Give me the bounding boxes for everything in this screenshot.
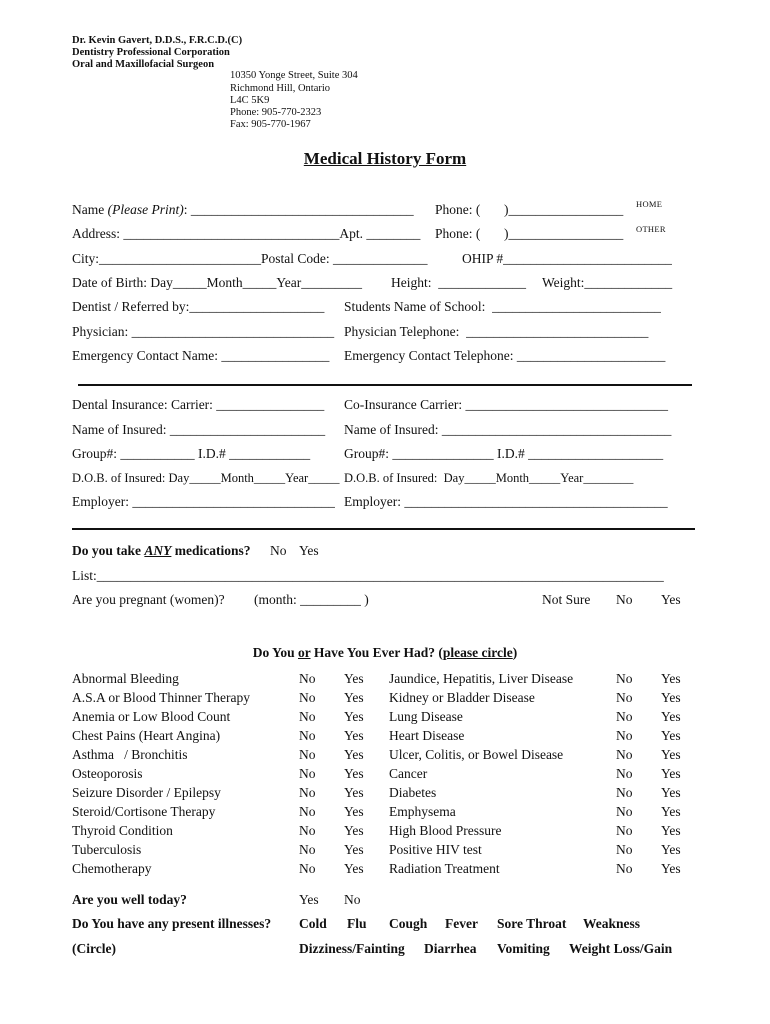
dentist-field[interactable]: Dentist / Referred by:____________________ <box>72 299 325 314</box>
address-postal: L4C 5K9 <box>230 95 270 106</box>
condition-label: Radiation Treatment <box>389 861 500 876</box>
address-fax: Fax: 905-770-1967 <box>230 119 311 130</box>
well-today-question: Are you well today? <box>72 892 187 907</box>
emergency-tel-field[interactable]: Emergency Contact Telephone: ______________________ <box>344 348 666 363</box>
emergency-contact-field[interactable]: Emergency Contact Name: ________________ <box>72 348 330 363</box>
condition-no-option[interactable]: No <box>616 671 633 686</box>
conditions-left-no-column <box>299 669 316 878</box>
condition-yes-option[interactable]: Yes <box>344 785 364 800</box>
condition-no-option[interactable]: No <box>616 728 633 743</box>
condition-no-option[interactable]: No <box>616 709 633 724</box>
condition-yes-option[interactable]: Yes <box>344 690 364 705</box>
condition-label: Ulcer, Colitis, or Bowel Disease <box>389 747 564 762</box>
condition-yes-option[interactable]: Yes <box>344 766 364 781</box>
illness-option-flu[interactable]: Flu <box>347 916 367 931</box>
insured-name-field[interactable]: Name of Insured: _______________________ <box>72 422 326 437</box>
condition-label: Diabetes <box>389 785 437 800</box>
condition-label: Asthma / Bronchitis <box>72 747 188 762</box>
co-employer-field[interactable]: Employer: _______________________________________ <box>344 494 668 509</box>
condition-yes-option[interactable]: Yes <box>661 842 681 857</box>
condition-yes-option[interactable]: Yes <box>661 728 681 743</box>
ohip-field[interactable]: OHIP #_________________________ <box>462 251 672 266</box>
condition-no-option[interactable]: No <box>299 709 316 724</box>
condition-no-option[interactable]: No <box>616 804 633 819</box>
conditions-left-list <box>72 669 250 878</box>
form-title: Medical History Form <box>303 149 467 168</box>
conditions-right-list <box>389 669 573 878</box>
illness-option-cough[interactable]: Cough <box>389 916 428 931</box>
divider <box>78 384 692 386</box>
condition-no-option[interactable]: No <box>616 842 633 857</box>
physician-field[interactable]: Physician: ______________________________ <box>72 324 335 339</box>
condition-no-option[interactable]: No <box>616 785 633 800</box>
co-group-id-field[interactable]: Group#: _______________ I.D.# ____________________ <box>344 446 664 461</box>
condition-yes-option[interactable]: Yes <box>661 766 681 781</box>
condition-label: Emphysema <box>389 804 456 819</box>
illness-option-vomiting[interactable]: Vomiting <box>497 941 550 956</box>
condition-label: Thyroid Condition <box>72 823 173 838</box>
condition-label: Anemia or Low Blood Count <box>72 709 231 724</box>
condition-yes-option[interactable]: Yes <box>344 747 364 762</box>
name-field[interactable] <box>72 202 414 218</box>
condition-no-option[interactable]: No <box>299 861 316 876</box>
condition-label: Tuberculosis <box>72 842 142 857</box>
name-hint: (Please Print) <box>107 202 184 217</box>
employer-field[interactable]: Employer: ______________________________ <box>72 494 335 509</box>
condition-yes-option[interactable]: Yes <box>344 823 364 838</box>
divider <box>72 528 695 530</box>
condition-no-option[interactable]: No <box>299 671 316 686</box>
condition-no-option[interactable]: No <box>299 842 316 857</box>
condition-yes-option[interactable]: Yes <box>344 728 364 743</box>
pregnant-question: Are you pregnant (women)? <box>72 592 225 607</box>
condition-label: Osteoporosis <box>72 766 143 781</box>
well-no-option[interactable]: No <box>344 892 361 907</box>
condition-label: Chest Pains (Heart Angina) <box>72 728 221 743</box>
illness-option-fever[interactable]: Fever <box>445 916 478 931</box>
illness-option-dizziness[interactable]: Dizziness/Fainting <box>299 941 405 956</box>
dob-field[interactable]: Date of Birth: Day_____Month_____Year_________ <box>72 275 362 290</box>
co-insured-name-field[interactable]: Name of Insured: __________________________________ <box>344 422 672 437</box>
condition-no-option[interactable]: No <box>299 747 316 762</box>
address-phone: Phone: 905-770-2323 <box>230 107 322 118</box>
condition-yes-option[interactable]: Yes <box>344 861 364 876</box>
conditions-right-no-column <box>616 669 633 878</box>
illness-option-weight-loss-gain[interactable]: Weight Loss/Gain <box>569 941 673 956</box>
other-label: OTHER <box>636 224 666 234</box>
condition-yes-option[interactable]: Yes <box>661 804 681 819</box>
condition-no-option[interactable]: No <box>616 690 633 705</box>
medications-yes-option[interactable]: Yes <box>299 543 319 558</box>
pregnant-not-sure-option[interactable]: Not Sure <box>542 592 591 607</box>
medications-no-option[interactable]: No <box>270 543 287 558</box>
weight-field[interactable]: Weight:_____________ <box>542 275 673 290</box>
illness-option-weakness[interactable]: Weakness <box>583 916 641 931</box>
condition-label: Jaundice, Hepatitis, Liver Disease <box>389 671 574 686</box>
condition-label: Cancer <box>389 766 428 781</box>
height-field[interactable]: Height: _____________ <box>391 275 526 290</box>
illness-option-cold[interactable]: Cold <box>299 916 327 931</box>
condition-yes-option[interactable]: Yes <box>661 671 681 686</box>
condition-label: A.S.A or Blood Thinner Therapy <box>72 690 250 705</box>
condition-no-option[interactable]: No <box>299 804 316 819</box>
condition-yes-option[interactable]: Yes <box>661 785 681 800</box>
condition-label: Lung Disease <box>389 709 463 724</box>
physician-tel-field[interactable]: Physician Telephone: ___________________________ <box>344 324 649 339</box>
address-field[interactable]: Address: ________________________________Apt. ________ <box>72 226 421 241</box>
condition-no-option[interactable]: No <box>299 823 316 838</box>
pregnant-month-field[interactable]: (month: _________ ) <box>254 592 369 607</box>
condition-yes-option[interactable]: Yes <box>661 747 681 762</box>
illness-option-sore-throat[interactable]: Sore Throat <box>497 916 567 931</box>
pregnant-no-option[interactable]: No <box>616 592 633 607</box>
phone-home-field[interactable]: Phone: ( )_________________ <box>435 202 624 217</box>
doctor-name: Dr. Kevin Gavert, D.D.S., F.R.C.D.(C) <box>72 35 243 46</box>
name-label: Name <box>72 202 105 217</box>
group-id-field[interactable]: Group#: ___________ I.D.# ____________ <box>72 446 311 461</box>
circle-instruction: (Circle) <box>72 941 116 956</box>
insured-dob-field[interactable]: D.O.B. of Insured: Day_____Month_____Year_____ <box>72 471 340 485</box>
condition-yes-option[interactable]: Yes <box>661 823 681 838</box>
condition-no-option[interactable]: No <box>616 861 633 876</box>
specialty: Oral and Maxillofacial Surgeon <box>72 59 215 70</box>
illness-option-diarrhea[interactable]: Diarrhea <box>424 941 477 956</box>
history-heading: Do You or Have You Ever Had? (please circle) <box>252 645 518 660</box>
condition-label: Abnormal Bleeding <box>72 671 179 686</box>
condition-label: Positive HIV test <box>389 842 482 857</box>
condition-yes-option[interactable]: Yes <box>661 709 681 724</box>
co-insured-dob-field[interactable]: D.O.B. of Insured: Day_____Month_____Year________ <box>344 471 634 485</box>
condition-label: Kidney or Bladder Disease <box>389 690 535 705</box>
co-carrier-field[interactable]: Co-Insurance Carrier: ______________________________ <box>344 397 668 412</box>
condition-no-option[interactable]: No <box>616 823 633 838</box>
pregnant-yes-option[interactable]: Yes <box>661 592 681 607</box>
condition-label: Seizure Disorder / Epilepsy <box>72 785 221 800</box>
condition-no-option[interactable]: No <box>299 766 316 781</box>
condition-label: Chemotherapy <box>72 861 152 876</box>
condition-label: Heart Disease <box>389 728 465 743</box>
condition-yes-option[interactable]: Yes <box>344 671 364 686</box>
corporation-name: Dentistry Professional Corporation <box>72 47 230 58</box>
condition-yes-option[interactable]: Yes <box>661 690 681 705</box>
condition-label: Steroid/Cortisone Therapy <box>72 804 216 819</box>
address-city: Richmond Hill, Ontario <box>230 83 331 94</box>
condition-no-option[interactable]: No <box>299 690 316 705</box>
name-blank: : _________________________________ <box>183 202 414 217</box>
condition-no-option[interactable]: No <box>616 747 633 762</box>
condition-no-option[interactable]: No <box>616 766 633 781</box>
school-field[interactable]: Students Name of School: _________________________ <box>344 299 661 314</box>
condition-yes-option[interactable]: Yes <box>344 804 364 819</box>
condition-yes-option[interactable]: Yes <box>661 861 681 876</box>
medications-list-field[interactable]: List:____________________________________________________________________________________ <box>72 568 664 583</box>
illnesses-question: Do You have any present illnesses? <box>72 916 272 931</box>
condition-yes-option[interactable]: Yes <box>344 709 364 724</box>
home-label: HOME <box>636 199 663 209</box>
well-yes-option[interactable]: Yes <box>299 892 319 907</box>
address-street: 10350 Yonge Street, Suite 304 <box>230 70 358 81</box>
condition-no-option[interactable]: No <box>299 728 316 743</box>
medications-question: Do you take ANY medications? <box>72 543 251 558</box>
condition-yes-option[interactable]: Yes <box>344 842 364 857</box>
carrier-field[interactable]: Dental Insurance: Carrier: ________________ <box>72 397 325 412</box>
city-postal-field[interactable]: City:________________________Postal Code: ______________ <box>72 251 428 266</box>
phone-other-field[interactable]: Phone: ( )_________________ <box>435 226 624 241</box>
condition-label: High Blood Pressure <box>389 823 502 838</box>
condition-no-option[interactable]: No <box>299 785 316 800</box>
conditions-right-yes-column <box>661 669 681 878</box>
conditions-left-yes-column <box>344 669 364 878</box>
